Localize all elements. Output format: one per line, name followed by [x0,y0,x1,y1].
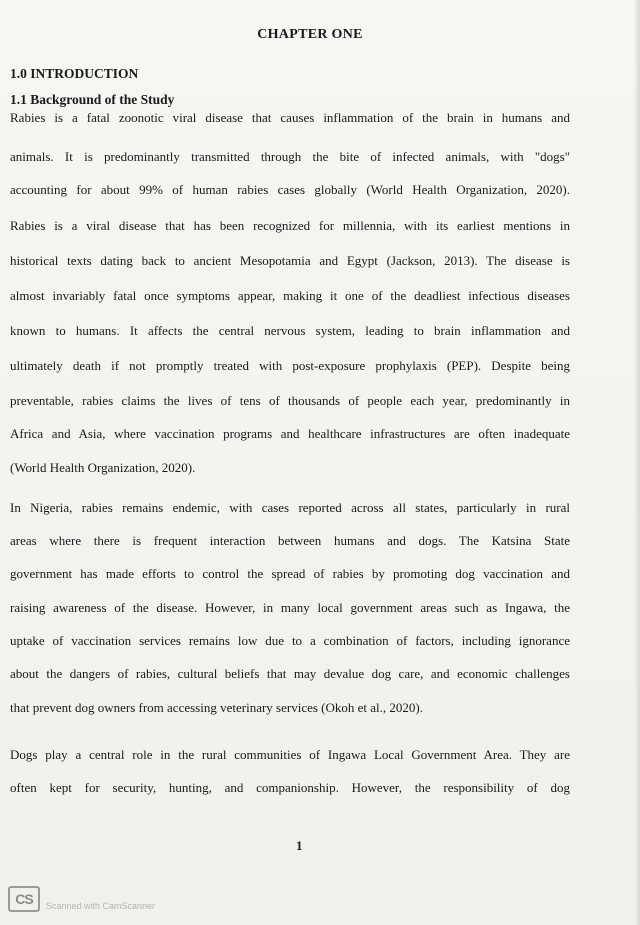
page-number: 1 [296,838,303,853]
paragraph-line: that prevent dog owners from accessing veterinary services (Okoh et al., 2020). [10,700,423,715]
paragraph-line: ultimately death if not promptly treated with post-exposure prophylaxis (PEP). Despite being [10,358,570,373]
paragraph-line: raising awareness of the disease. However, in many local government areas such as Ingawa, the [10,600,570,615]
scanner-watermark [8,886,155,912]
paragraph-line: uptake of vaccination services remains low due to a combination of factors, including ignorance [10,633,570,648]
paragraph-line: areas where there is frequent interaction between humans and dogs. The Katsina State [10,533,570,548]
paragraph-line: about the dangers of rabies, cultural beliefs that may devalue dog care, and economic challenges [10,666,570,681]
paragraph-line: often kept for security, hunting, and companionship. However, the responsibility of dog [10,780,570,795]
chapter-title: CHAPTER ONE [257,27,363,42]
subsection-heading: 1.1 Background of the Study [10,92,175,107]
paragraph-line: almost invariably fatal once symptoms appear, making it one of the deadliest infectious diseases [10,288,570,303]
paragraph-line: known to humans. It affects the central nervous system, leading to brain inflammation and [10,323,570,338]
watermark-text: Scanned with CamScanner [46,901,156,911]
paragraph-line: (World Health Organization, 2020). [10,460,196,475]
paragraph-line: Africa and Asia, where vaccination programs and healthcare infrastructures are often inadequate [10,426,570,441]
paragraph-line: Dogs play a central role in the rural communities of Ingawa Local Government Area. They are [10,747,570,762]
paragraph-line: Rabies is a viral disease that has been recognized for millennia, with its earliest mentions in [10,218,570,233]
page-edge-shadow [634,0,640,925]
paragraph-line: accounting for about 99% of human rabies cases globally (World Health Organization, 2020). [10,182,570,197]
paragraph-line: preventable, rabies claims the lives of tens of thousands of people each year, predominantly in [10,393,570,408]
paragraph-line: Rabies is a fatal zoonotic viral disease that causes inflammation of the brain in humans and [10,110,570,125]
paragraph-line: historical texts dating back to ancient Mesopotamia and Egypt (Jackson, 2013). The disease is [10,253,570,268]
camscanner-logo-icon: CS [8,886,40,912]
paragraph-line: government has made efforts to control the spread of rabies by promoting dog vaccination and [10,566,570,581]
paragraph-line: In Nigeria, rabies remains endemic, with cases reported across all states, particularly in rural [10,500,570,515]
section-heading: 1.0 INTRODUCTION [10,66,139,81]
paragraph-line: animals. It is predominantly transmitted through the bite of infected animals, with "dogs" [10,149,570,164]
